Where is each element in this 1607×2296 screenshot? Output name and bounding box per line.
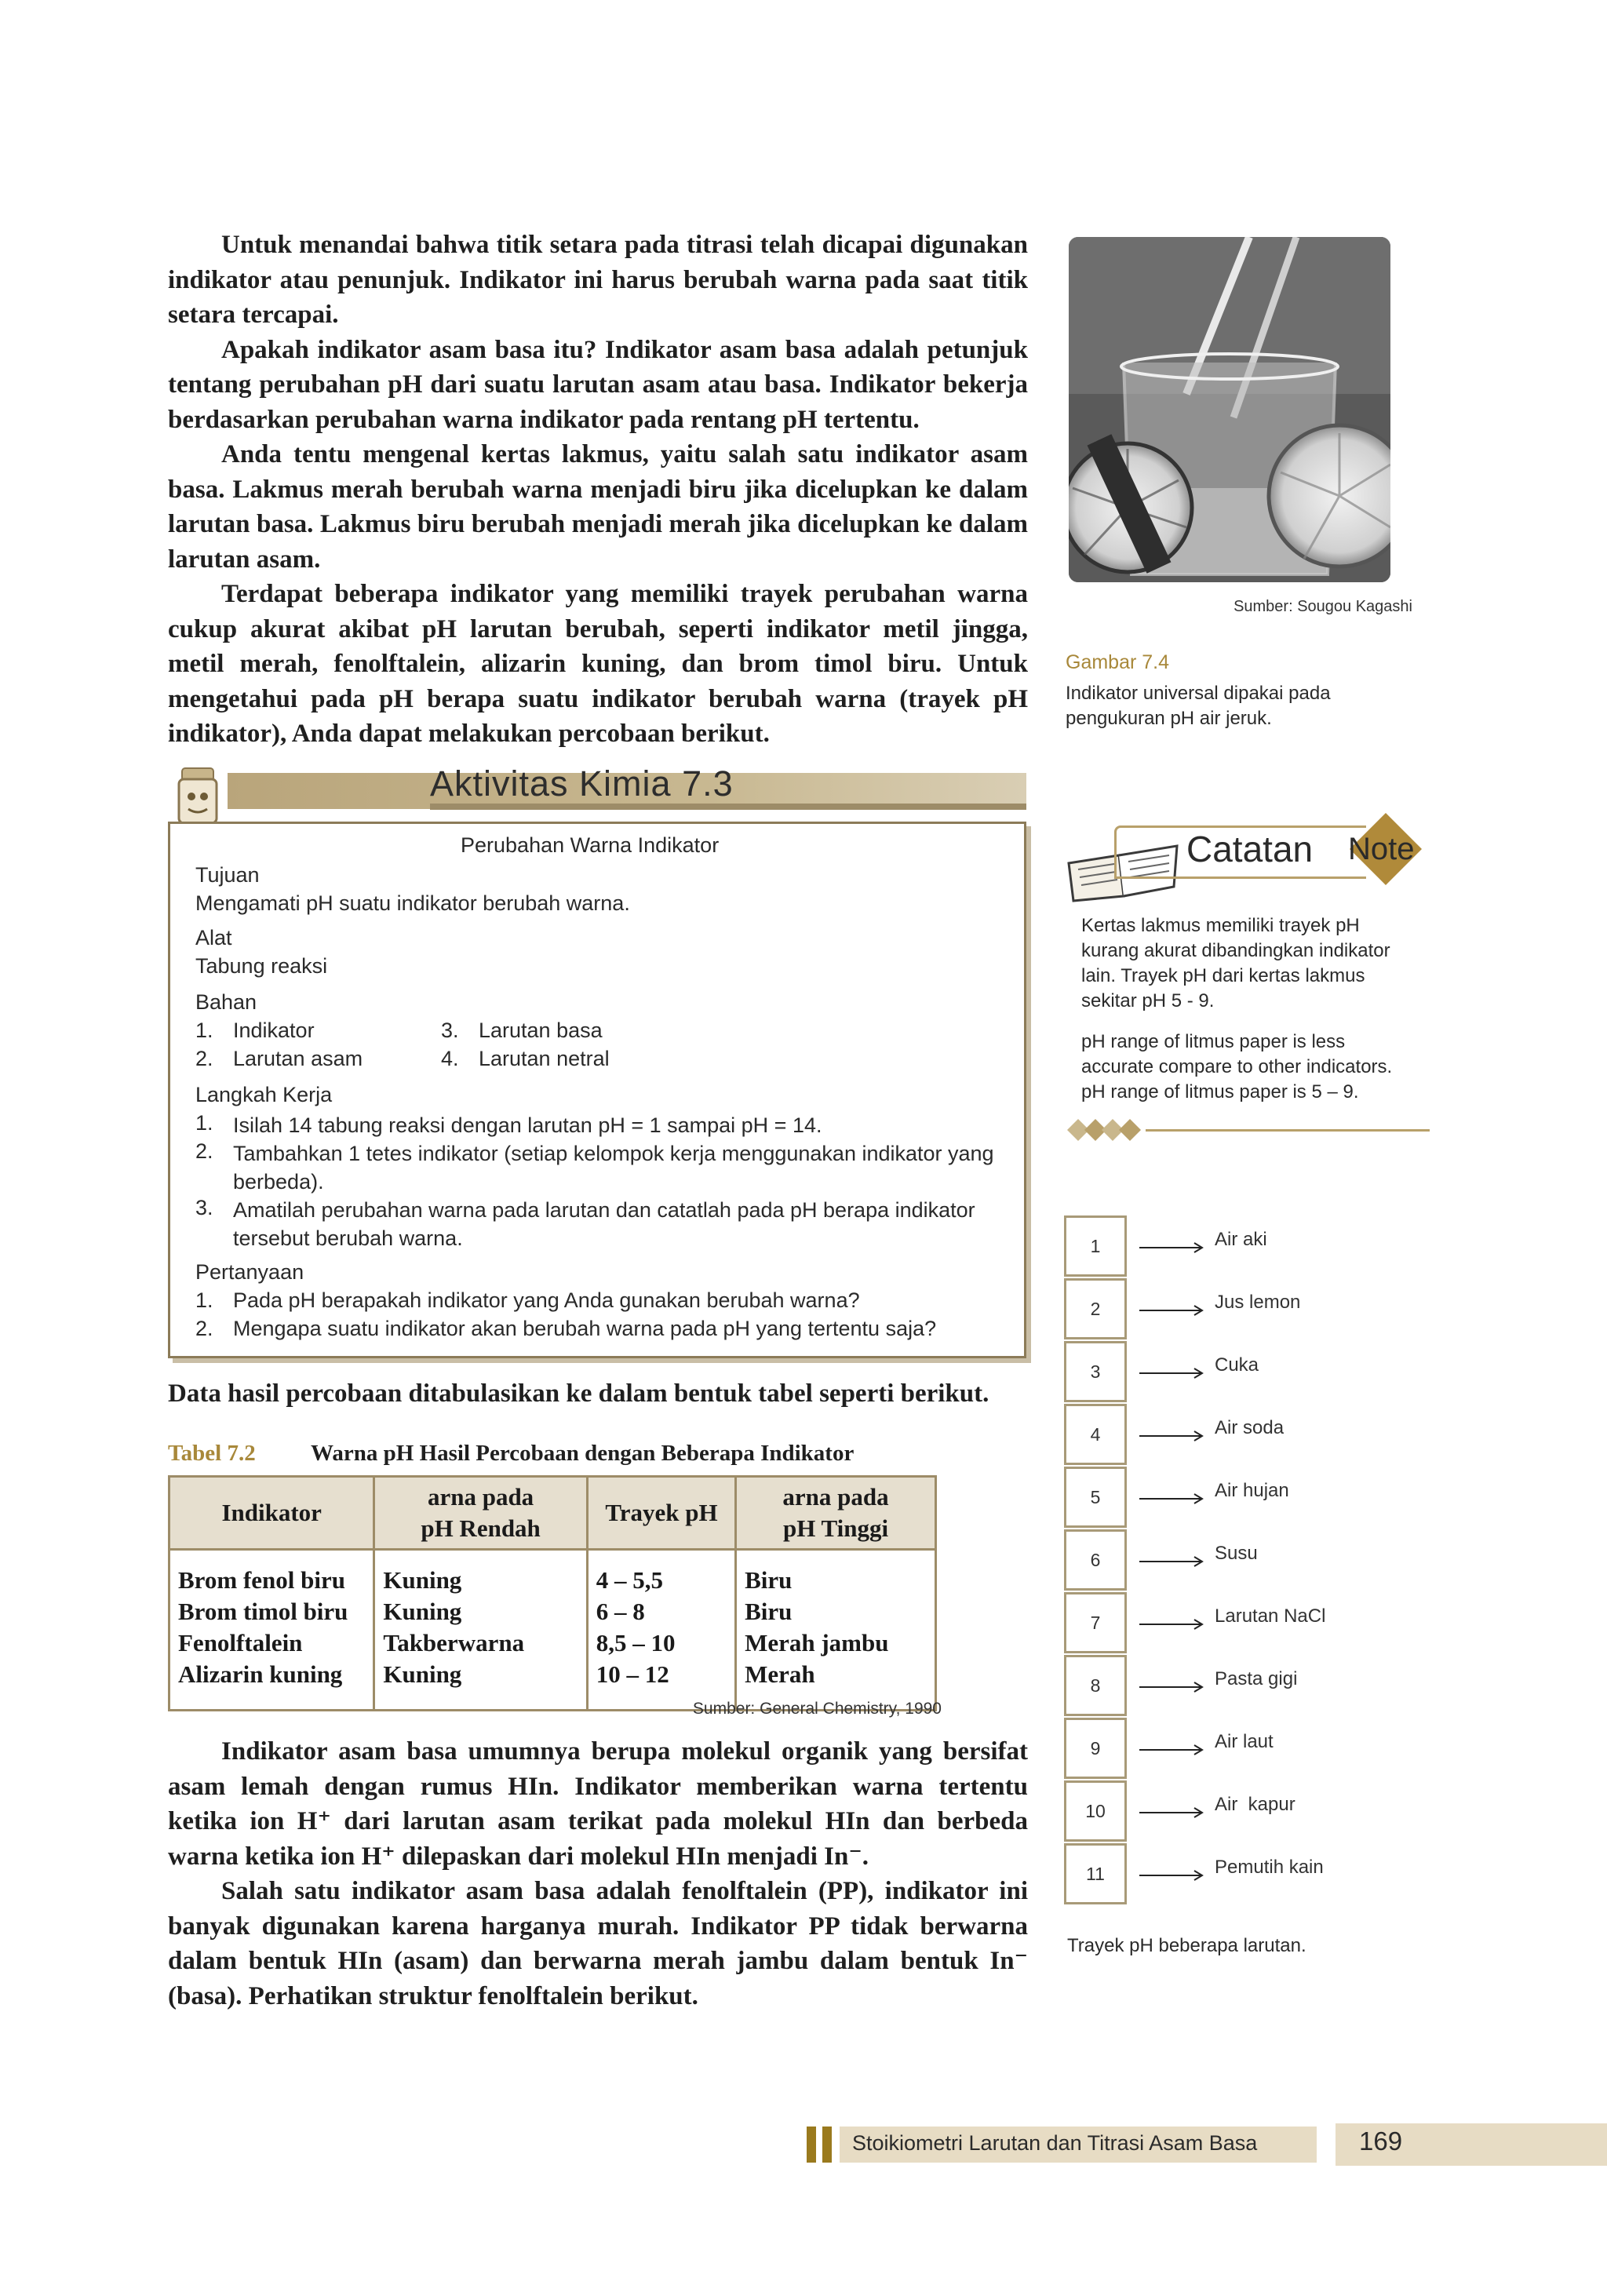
ph-value-box: 8 xyxy=(1064,1655,1127,1716)
ph-solution-label: Pemutih kain xyxy=(1215,1857,1324,1878)
beaker-lemon-illustration xyxy=(1069,237,1390,582)
indikator-column: Brom fenol biru Brom timol biru Fenolftalein Alizarin kuning xyxy=(169,1550,374,1711)
langkah-heading: Langkah Kerja xyxy=(195,1083,333,1106)
item-number: 1. xyxy=(195,1111,213,1135)
item-text: Larutan basa xyxy=(479,1019,603,1042)
ph-solution-label: Air aki xyxy=(1215,1229,1267,1250)
note-title-en: Note xyxy=(1348,832,1415,866)
ph-value-box: 11 xyxy=(1064,1843,1127,1904)
paragraph: Salah satu indikator asam basa adalah fenolftalein (PP), indikator ini banyak digunakan karena harganya murah. Indikator PP tidak berwarna dalam bentuk HIn (asam) dan berwarna merah jambu dalam bentuk In⁻ (basa). Perhatikan struktur fenolftalein berikut. xyxy=(168,1877,1028,2010)
footer-bar-marker xyxy=(822,2127,832,2163)
note-text-en: pH range of litmus paper is less accurate compare to other indicators. pH range of litmus paper is 5 – 9. xyxy=(1081,1031,1393,1102)
activity-title: Aktivitas Kimia 7.3 xyxy=(430,764,734,804)
paragraph: Untuk menandai bahwa titik setara pada titrasi telah dicapai digunakan indikator atau penunjuk. Indikator ini harus berubah warna pada saat titik setara tercapai. xyxy=(168,231,1028,329)
intro-text-block xyxy=(168,228,1028,752)
item-text: Mengapa suatu indikator akan berubah warna pada pH yang tertentu saja? xyxy=(233,1317,937,1340)
arrow-right-icon xyxy=(1139,1868,1204,1883)
ph-value-box: 9 xyxy=(1064,1718,1127,1779)
figure-source: Sumber: Sougou Kagashi xyxy=(1233,598,1412,615)
figure-label: Gambar 7.4 xyxy=(1066,651,1170,673)
bahan-item xyxy=(441,1019,603,1043)
item-text: Larutan asam xyxy=(233,1047,363,1070)
note-footer-diamonds-icon xyxy=(1066,1117,1147,1143)
tujuan-text: Mengamati pH suatu indikator berubah warna. xyxy=(195,891,630,915)
column-header: arna pada pH Rendah xyxy=(374,1477,587,1550)
ph-value-box: 3 xyxy=(1064,1341,1127,1402)
tujuan-heading: Tujuan xyxy=(195,863,260,887)
ph-solution-label: Air laut xyxy=(1215,1731,1274,1752)
ph-value-box: 4 xyxy=(1064,1404,1127,1465)
table-header-row xyxy=(169,1477,936,1550)
item-text: Indikator xyxy=(233,1019,315,1042)
pertanyaan-heading: Pertanyaan xyxy=(195,1260,304,1284)
page-number: 169 xyxy=(1359,2127,1403,2156)
ph-solution-label: Pasta gigi xyxy=(1215,1668,1298,1689)
arrow-right-icon xyxy=(1139,1303,1204,1318)
column-header: Indikator xyxy=(169,1477,374,1550)
note-title: Catatan xyxy=(1186,829,1314,869)
ph-solution-label: Jus lemon xyxy=(1215,1292,1301,1313)
paragraph: Anda tentu mengenal kertas lakmus, yaitu salah satu indikator asam basa. Lakmus merah berubah warna menjadi biru jika dicelupkan ke dalam larutan basa. Lakmus biru berubah menjadi merah jika dicelupkan ke dalam larutan asam. xyxy=(168,440,1028,574)
arrow-right-icon xyxy=(1139,1491,1204,1507)
item-text: Tambahkan 1 tetes indikator (setiap kelompok kerja menggunakan indikator yang berbeda). xyxy=(233,1142,994,1194)
bahan-item xyxy=(195,1019,315,1043)
item-number: 3. xyxy=(195,1196,213,1219)
ph-solution-label: Air hujan xyxy=(1215,1480,1289,1501)
bahan-heading: Bahan xyxy=(195,990,257,1014)
activity-title-underline xyxy=(430,804,1026,810)
item-text: Pada pH berapakah indikator yang Anda gunakan berubah warna? xyxy=(233,1288,860,1312)
ph-value-box: 7 xyxy=(1064,1592,1127,1653)
figure-caption: Indikator universal dipakai pada pengukuran pH air jeruk. xyxy=(1066,683,1331,729)
arrow-right-icon xyxy=(1139,1365,1204,1381)
activity-box xyxy=(168,822,1026,1358)
footer-chapter-title: Stoikiometri Larutan dan Titrasi Asam Basa xyxy=(852,2131,1258,2155)
paragraph: Terdapat beberapa indikator yang memiliki trayek perubahan warna cukup akurat akibat pH larutan berubah, seperti indikator metil jingga, metil merah, fenolftalein, alizarin kuning, dan brom timol biru. Untuk mengetahui pada pH berapa suatu indikator berubah warna (trayek pH indikator), Anda dapat melakukan percobaan berikut. xyxy=(168,580,1028,748)
item-number: 1. xyxy=(195,1288,213,1312)
item-number: 1. xyxy=(195,1019,213,1042)
indicator-table xyxy=(168,1475,937,1711)
item-number: 2. xyxy=(195,1139,213,1163)
item-number: 4. xyxy=(441,1047,459,1070)
pertanyaan-item xyxy=(195,1317,937,1341)
item-number: 2. xyxy=(195,1317,213,1340)
item-text: Isilah 14 tabung reaksi dengan larutan pH = 1 sampai pH = 14. xyxy=(233,1113,822,1137)
trayek-column: 4 – 5,5 6 – 8 8,5 – 10 10 – 12 xyxy=(587,1550,735,1711)
ph-rendah-column: Kuning Kuning Takberwarna Kuning xyxy=(374,1550,587,1711)
ph-tinggi-column: Biru Biru Merah jambu Merah xyxy=(736,1550,936,1711)
column-header: arna pada pH Tinggi xyxy=(736,1477,936,1550)
langkah-item xyxy=(195,1111,996,1135)
ph-solution-label: Air soda xyxy=(1215,1417,1285,1438)
arrow-right-icon xyxy=(1139,1742,1204,1758)
paragraph: Apakah indikator asam basa itu? Indikator asam basa adalah petunjuk tentang perubahan pH dari suatu larutan asam atau basa. Indikator bekerja berdasarkan perubahan warna indikator pada rentang pH tertentu. xyxy=(168,335,1028,434)
langkah-item xyxy=(195,1196,996,1250)
pertanyaan-item xyxy=(195,1288,860,1313)
ph-solution-label: Cuka xyxy=(1215,1354,1259,1376)
langkah-item xyxy=(195,1139,996,1194)
ph-value-box: 5 xyxy=(1064,1467,1127,1528)
item-text: Amatilah perubahan warna pada larutan dan catatlah pada pH berapa indikator tersebut berubah warna. xyxy=(233,1198,975,1250)
ph-scale-caption: Trayek pH beberapa larutan. xyxy=(1067,1935,1306,1956)
ph-solution-label: Susu xyxy=(1215,1543,1258,1564)
ph-value-box: 6 xyxy=(1064,1529,1127,1591)
outro-text-block xyxy=(168,1734,1028,2014)
note-text-id: Kertas lakmus memiliki trayek pH kurang akurat dibandingkan indikator lain. Trayek pH dari kertas lakmus sekitar pH 5 - 9. xyxy=(1081,915,1390,1011)
arrow-right-icon xyxy=(1139,1428,1204,1444)
item-number: 2. xyxy=(195,1047,213,1070)
alat-text: Tabung reaksi xyxy=(195,954,328,978)
bahan-item xyxy=(195,1047,363,1071)
arrow-right-icon xyxy=(1139,1240,1204,1256)
arrow-right-icon xyxy=(1139,1616,1204,1632)
table-body-row xyxy=(169,1550,936,1711)
table-intro: Data hasil percobaan ditabulasikan ke dalam bentuk tabel seperti berikut. xyxy=(168,1379,989,1408)
arrow-right-icon xyxy=(1139,1554,1204,1569)
arrow-right-icon xyxy=(1139,1679,1204,1695)
column-header: Trayek pH xyxy=(587,1477,735,1550)
table-source: Sumber: General Chemistry, 1990 xyxy=(692,1700,942,1718)
footer-bar-marker xyxy=(807,2127,816,2163)
ph-value-box: 1 xyxy=(1064,1215,1127,1277)
table-title: Warna pH Hasil Percobaan dengan Beberapa Indikator xyxy=(311,1441,855,1466)
activity-subtitle: Perubahan Warna Indikator xyxy=(461,833,720,857)
bahan-item xyxy=(441,1047,610,1071)
ph-value-box: 2 xyxy=(1064,1278,1127,1339)
paragraph: Indikator asam basa umumnya berupa molekul organik yang bersifat asam lemah dengan rumus HIn. Indikator memberikan warna tertentu ketika ion H⁺ dari larutan asam terikat pada molekul HIn dan berbeda warna ketika ion H⁺ dilepaskan dari molekul HIn menjadi In⁻. xyxy=(168,1737,1028,1871)
ph-solution-label: Air kapur xyxy=(1215,1794,1295,1815)
item-number: 3. xyxy=(441,1019,459,1042)
ph-value-box: 10 xyxy=(1064,1780,1127,1842)
ph-solution-label: Larutan NaCl xyxy=(1215,1605,1326,1627)
figure-photo xyxy=(1069,237,1390,582)
note-footer-line xyxy=(1146,1129,1430,1132)
arrow-right-icon xyxy=(1139,1805,1204,1820)
item-text: Larutan netral xyxy=(479,1047,610,1070)
alat-heading: Alat xyxy=(195,926,232,949)
table-label: Tabel 7.2 xyxy=(168,1441,256,1466)
